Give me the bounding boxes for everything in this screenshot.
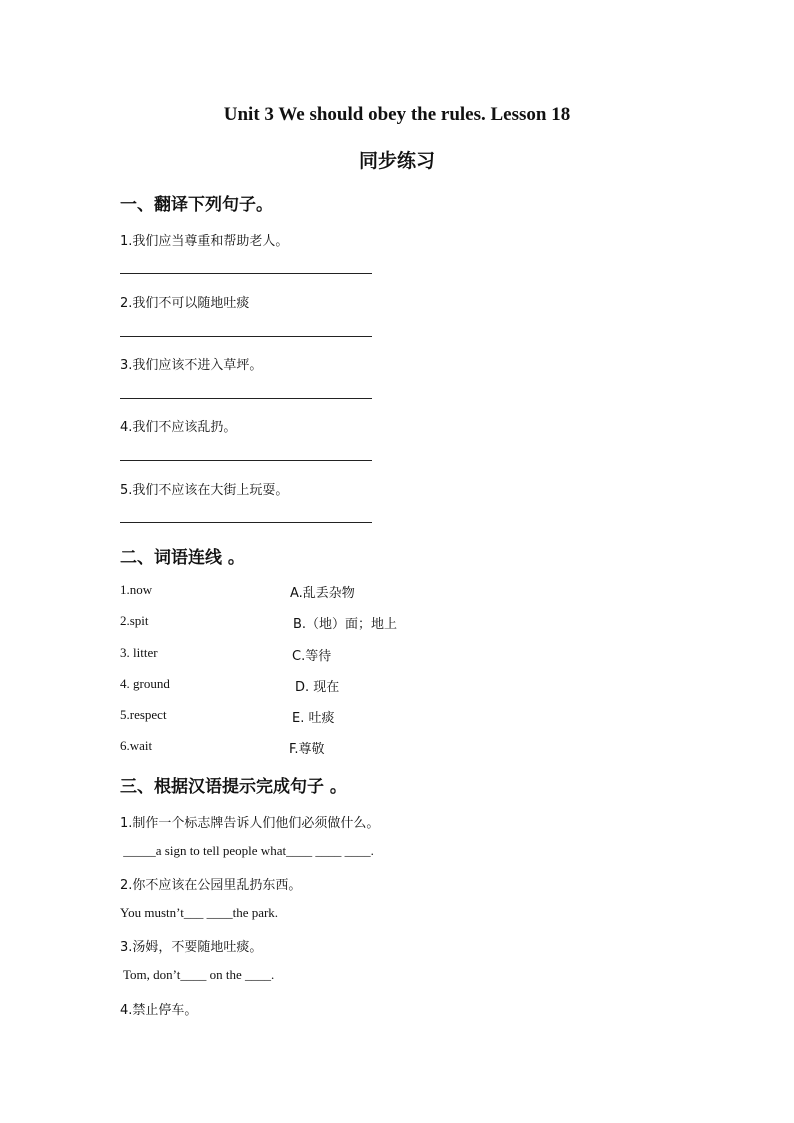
complete-prompt-2: 2.你不应该在公园里乱扔东西。	[120, 878, 302, 893]
complete-sentence-1[interactable]: _____a sign to tell people what____ ____ ____.	[120, 843, 374, 858]
match-left-5: 5.respect	[120, 707, 167, 722]
translate-item-3: 3.我们应该不进入草坪。	[120, 358, 263, 373]
match-right-1: A.乱丢杂物	[290, 586, 355, 601]
page-title: Unit 3 We should obey the rules. Lesson 18	[223, 104, 571, 125]
complete-prompt-3: 3.汤姆，不要随地吐痰。	[120, 940, 263, 955]
translate-item-5: 5.我们不应该在大街上玩耍。	[120, 483, 289, 498]
answer-line-2[interactable]	[120, 336, 372, 337]
section-3-heading: 三、根据汉语提示完成句子 。	[120, 777, 347, 797]
match-left-4: 4. ground	[120, 676, 170, 691]
section-2-heading: 二、词语连线 。	[120, 548, 245, 568]
match-right-6: F.尊敬	[289, 742, 325, 757]
match-right-3: C.等待	[292, 649, 332, 664]
answer-line-4[interactable]	[120, 460, 372, 461]
answer-line-5[interactable]	[120, 522, 372, 523]
complete-prompt-4: 4.禁止停车。	[120, 1003, 198, 1018]
match-left-3: 3. litter	[120, 645, 158, 660]
match-right-4: D. 现在	[295, 680, 340, 695]
translate-item-4: 4.我们不应该乱扔。	[120, 420, 237, 435]
answer-line-1[interactable]	[120, 273, 372, 274]
translate-item-2: 2.我们不可以随地吐痰	[120, 296, 250, 311]
answer-line-3[interactable]	[120, 398, 372, 399]
section-1-heading: 一、翻译下列句子。	[120, 195, 273, 215]
match-left-6: 6.wait	[120, 738, 153, 753]
complete-sentence-2[interactable]: You mustn’t___ ____the park.	[120, 905, 279, 920]
match-right-5: E. 吐痰	[292, 711, 335, 726]
complete-sentence-3[interactable]: Tom, don’t____ on the ____.	[120, 967, 275, 982]
match-right-2: B.（地）面；地上	[293, 617, 398, 632]
page-subtitle: 同步练习	[358, 150, 435, 172]
translate-item-1: 1.我们应当尊重和帮助老人。	[120, 234, 289, 249]
match-left-1: 1.now	[120, 582, 153, 597]
match-left-2: 2.spit	[120, 613, 149, 628]
complete-prompt-1: 1.制作一个标志牌告诉人们他们必须做什么。	[120, 816, 380, 831]
